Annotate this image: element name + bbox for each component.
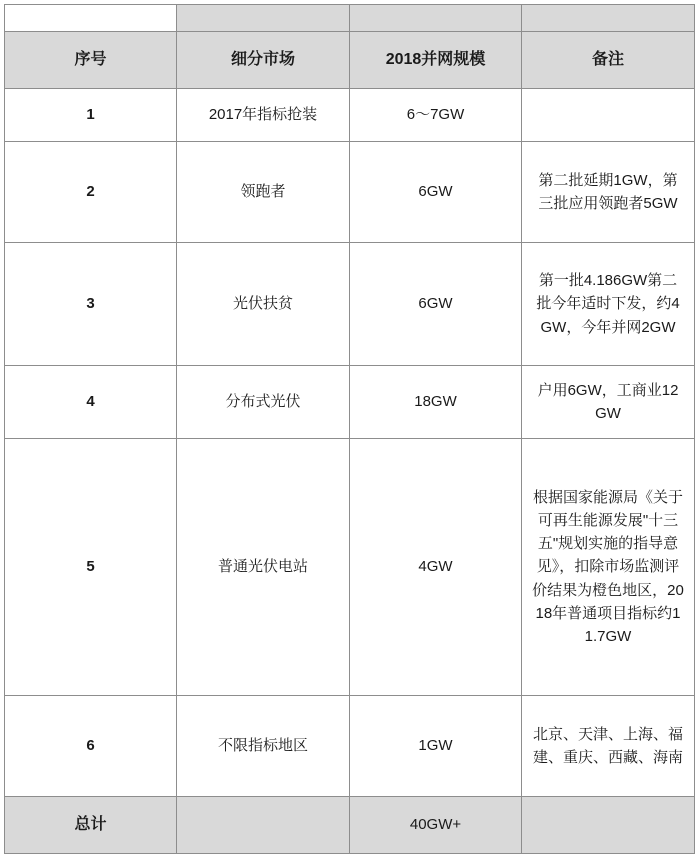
spacer-cell-shade-1 [177, 5, 350, 32]
row-market: 2017年指标抢装 [177, 89, 350, 142]
total-label: 总计 [5, 797, 177, 854]
column-header-market: 细分市场 [177, 32, 350, 89]
row-scale: 18GW [350, 366, 522, 439]
table-row [5, 142, 695, 243]
column-header-note: 备注 [522, 32, 695, 89]
row-scale: 4GW [350, 439, 522, 696]
row-note: 北京、天津、上海、福建、重庆、西藏、海南 [522, 696, 695, 797]
row-scale: 6GW [350, 142, 522, 243]
total-note [522, 797, 695, 854]
row-note: 户用6GW，工商业12GW [522, 366, 695, 439]
spacer-cell-empty [5, 5, 177, 32]
total-market [177, 797, 350, 854]
table-row [5, 439, 695, 696]
table-row [5, 696, 695, 797]
row-note: 第一批4.186GW第二批今年适时下发，约4GW，今年并网2GW [522, 243, 695, 366]
spacer-cell-shade-3 [522, 5, 695, 32]
row-index: 5 [5, 439, 177, 696]
row-scale: 6～7GW [350, 89, 522, 142]
table-row [5, 243, 695, 366]
market-scale-table [4, 4, 695, 854]
column-header-scale: 2018并网规模 [350, 32, 522, 89]
row-index: 3 [5, 243, 177, 366]
table-header-row [5, 32, 695, 89]
row-index: 2 [5, 142, 177, 243]
row-market: 不限指标地区 [177, 696, 350, 797]
row-index: 1 [5, 89, 177, 142]
row-note: 根据国家能源局《关于可再生能源发展"十三五"规划实施的指导意见》，扣除市场监测评价结果为橙色地区，2018年普通项目指标约11.7GW [522, 439, 695, 696]
row-scale: 1GW [350, 696, 522, 797]
row-market: 普通光伏电站 [177, 439, 350, 696]
total-scale: 40GW+ [350, 797, 522, 854]
row-index: 6 [5, 696, 177, 797]
row-market: 领跑者 [177, 142, 350, 243]
table-total-row [5, 797, 695, 854]
table-top-spacer-row [5, 5, 695, 32]
row-market: 分布式光伏 [177, 366, 350, 439]
row-index: 4 [5, 366, 177, 439]
row-note [522, 89, 695, 142]
document-page [0, 4, 698, 851]
row-scale: 6GW [350, 243, 522, 366]
table-row [5, 366, 695, 439]
spacer-cell-shade-2 [350, 5, 522, 32]
row-market: 光伏扶贫 [177, 243, 350, 366]
row-note: 第二批延期1GW，第三批应用领跑者5GW [522, 142, 695, 243]
table-row [5, 89, 695, 142]
column-header-index: 序号 [5, 32, 177, 89]
